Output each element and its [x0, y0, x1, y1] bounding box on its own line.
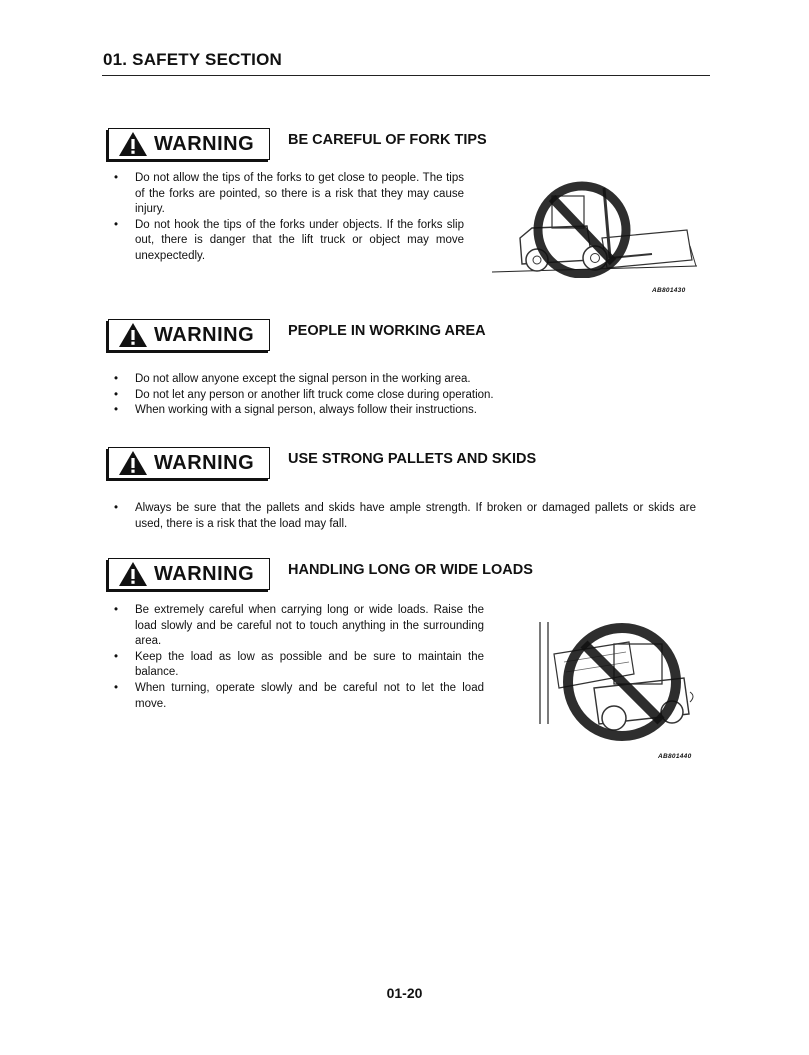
list-item: • Always be sure that the pallets and skids have ample strength. If broken or damaged pallets or skids are used, there is a risk that the load may fall. — [108, 501, 696, 532]
title-rule — [102, 75, 710, 76]
section-title: 01. SAFETY SECTION — [103, 50, 282, 69]
forklift-long-load-illustration — [534, 614, 700, 746]
warning-heading-long-loads: HANDLING LONG OR WIDE LOADS — [288, 562, 533, 578]
warning-heading-people: PEOPLE IN WORKING AREA — [288, 323, 486, 339]
warning-label: WARNING — [154, 562, 255, 585]
bullet-list-people — [108, 372, 668, 419]
warning-heading-pallets: USE STRONG PALLETS AND SKIDS — [288, 451, 537, 467]
list-item: • Do not allow anyone except the signal person in the working area. — [108, 372, 668, 388]
list-item: • When working with a signal person, always follow their instructions. — [108, 403, 668, 419]
warning-triangle-icon — [118, 322, 148, 348]
warning-badge-pallets — [108, 447, 270, 479]
figure-code: AB801440 — [658, 753, 692, 760]
warning-badge-long-loads — [108, 558, 270, 590]
warning-label: WARNING — [154, 451, 255, 474]
list-item: • Be extremely careful when carrying long or wide loads. Raise the load slowly and be careful not to touch anything in the surrounding area. — [108, 603, 484, 650]
warning-heading-fork-tips: BE CAREFUL OF FORK TIPS — [288, 132, 487, 148]
list-item: • Do not hook the tips of the forks under objects. If the forks slip out, there is danger that the lift truck or object may move unexpectedly. — [108, 218, 464, 265]
list-item: • Do not let any person or another lift truck come close during operation. — [108, 388, 668, 404]
page-number: 01-20 — [386, 985, 423, 1001]
bullet-list-fork-tips — [108, 171, 464, 265]
list-item: • Keep the load as low as possible and be sure to maintain the balance. — [108, 650, 484, 681]
warning-badge-people — [108, 319, 270, 351]
bullet-list-pallets — [108, 501, 696, 532]
warning-label: WARNING — [154, 132, 255, 155]
long-loads-prohibition-figure — [534, 614, 700, 764]
warning-label: WARNING — [154, 323, 255, 346]
warning-triangle-icon — [118, 450, 148, 476]
warning-triangle-icon — [118, 131, 148, 157]
fork-tips-prohibition-figure — [492, 168, 702, 294]
warning-triangle-icon — [118, 561, 148, 587]
forklift-illustration — [492, 168, 702, 278]
bullet-list-long-loads — [108, 603, 484, 712]
list-item: • When turning, operate slowly and be careful not to let the load move. — [108, 681, 484, 712]
figure-code: AB801430 — [652, 287, 686, 294]
warning-badge-fork-tips — [108, 128, 270, 160]
list-item: • Do not allow the tips of the forks to get close to people. The tips of the forks are pointed, so there is a risk that they may cause injury. — [108, 171, 464, 218]
